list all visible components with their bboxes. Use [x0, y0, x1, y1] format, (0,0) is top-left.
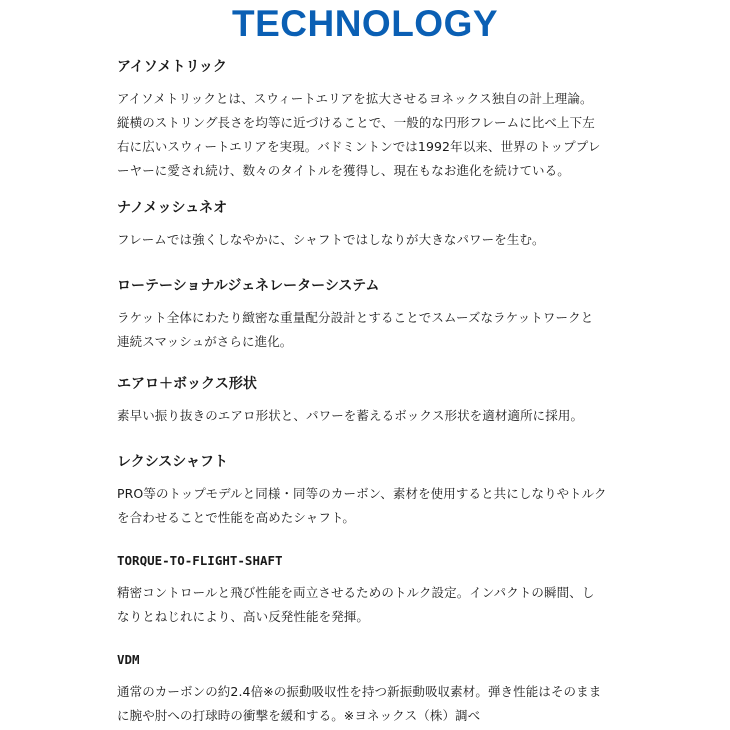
section-vdm: [117, 650, 627, 728]
section-aero-box: [117, 374, 627, 428]
body-line: 精密コントロールと飛び性能を両立させるためのトルク設定。インパクトの瞬間、し: [117, 585, 595, 600]
section-isometric: [117, 57, 627, 183]
section-heading: アイソメトリック: [117, 59, 227, 75]
body-line: 縦横のストリング長さを均等に近づけることで、一般的な円形フレームに比べ上下左: [117, 115, 595, 130]
body-line: 右に広いスウィートエリアを実現。バドミントンでは1992年以来、世界のトッププレ: [117, 139, 601, 154]
body-line: 素早い振り抜きのエアロ形状と、パワーを蓄えるボックス形状を適材適所に採用。: [117, 408, 584, 423]
body-line: アイソメトリックとは、スウィートエリアを拡大させるヨネックス独自の計上理論。: [117, 91, 593, 106]
section-heading: エアロ＋ボックス形状: [117, 376, 257, 392]
section-heading: TORQUE-TO-FLIGHT-SHAFT: [117, 553, 283, 568]
body-line: PRO等のトップモデルと同様・同等のカーボン、素材を使用すると共にしなりやトルク: [117, 486, 607, 501]
section-lexis-shaft: [117, 452, 627, 530]
body-line: に腕や肘への打球時の衝撃を緩和する。※ヨネックス（株）調べ: [117, 708, 481, 723]
section-rotational-generator: [117, 276, 627, 354]
section-heading: レクシスシャフト: [117, 454, 229, 470]
body-line: フレームでは強くしなやかに、シャフトではしなりが大きなパワーを生む。: [117, 232, 545, 247]
body-line: ラケット全体にわたり緻密な重量配分設計とすることでスムーズなラケットワークと: [117, 310, 594, 325]
section-heading: ナノメッシュネオ: [117, 200, 228, 216]
section-torque-to-flight: [117, 551, 627, 629]
body-line: ーヤーに愛され続け、数々のタイトルを獲得し、現在もなお進化を続けている。: [117, 163, 570, 178]
section-nanomesh-neo: [117, 198, 627, 252]
page-title: TECHNOLOGY: [231, 3, 499, 44]
section-heading: VDM: [117, 652, 140, 667]
body-line: 連続スマッシュがさらに進化。: [117, 334, 293, 349]
body-line: なりとねじれにより、高い反発性能を発揮。: [117, 609, 370, 624]
body-line: 通常のカーボンの約2.4倍※の振動吸収性を持つ新振動吸収素材。弾き性能はそのまま: [117, 684, 602, 699]
body-line: を合わせることで性能を高めたシャフト。: [117, 510, 356, 525]
section-heading: ローテーショナルジェネレーターシステム: [117, 278, 380, 294]
